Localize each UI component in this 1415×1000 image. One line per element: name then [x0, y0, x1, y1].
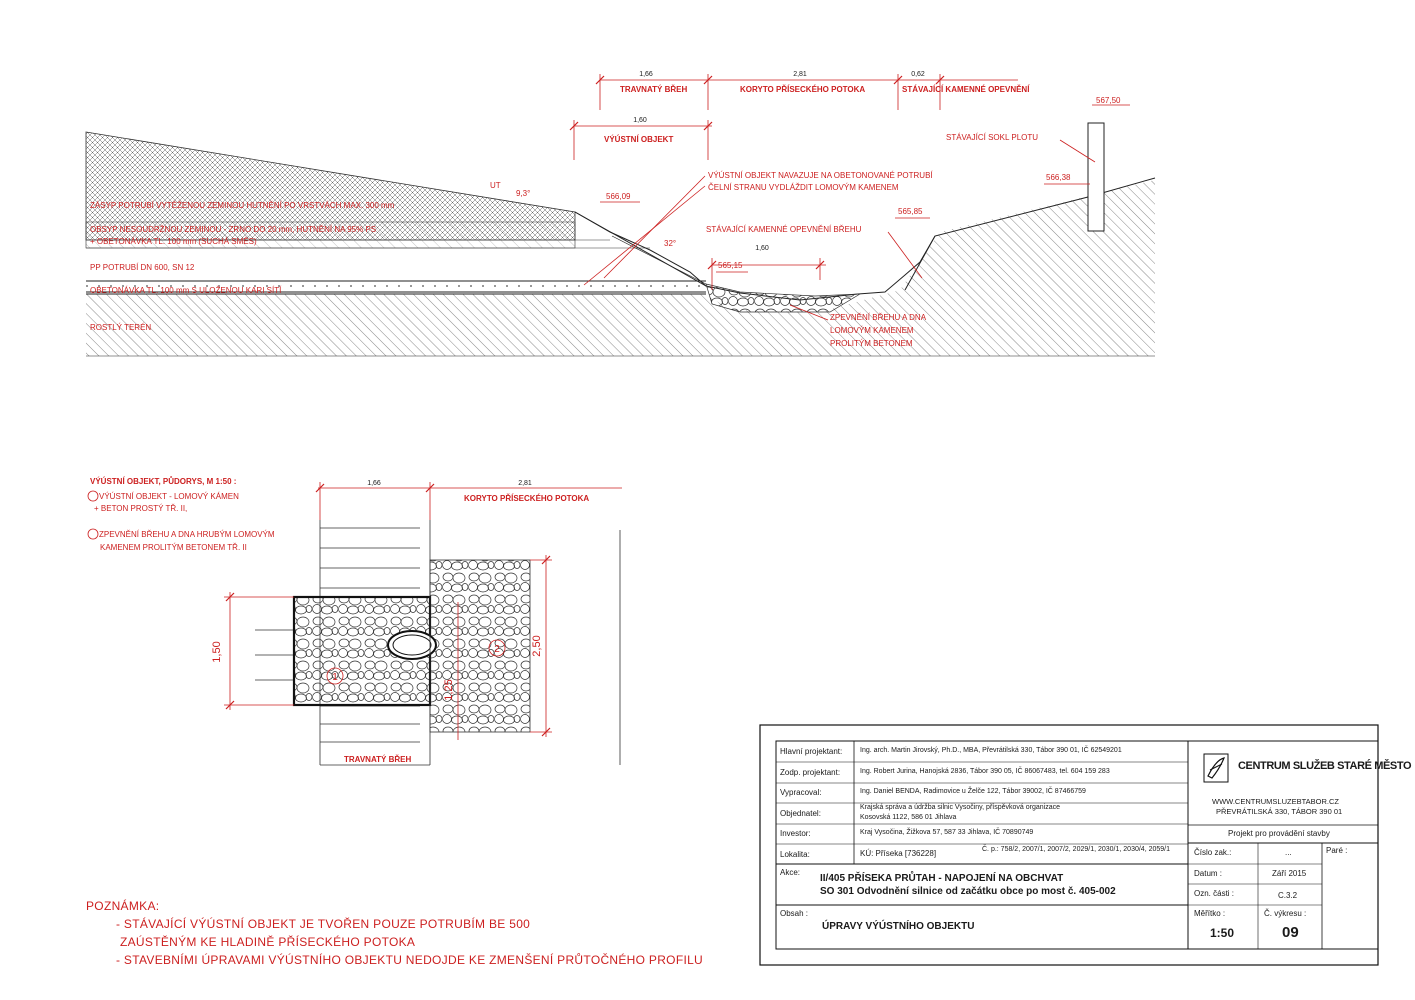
tb-row-label: Investor:: [780, 829, 811, 838]
plan-dim-150: 1,50: [211, 641, 223, 663]
tb-row-label: Hlavní projektant:: [780, 747, 843, 756]
tb-row-value2: Kosovská 1122, 586 01 Jihlava: [860, 814, 957, 821]
ozn-value: C.3.2: [1278, 891, 1298, 900]
obsah-value: ÚPRAVY VÝÚSTNÍHO OBJEKTU: [822, 921, 975, 932]
angle-32: 32°: [664, 239, 677, 248]
vykres-value: 09: [1282, 924, 1299, 941]
project-stage: Projekt pro provádění stavby: [1228, 829, 1330, 838]
dim-top-3: 0,62: [911, 71, 925, 78]
tb-row-label: Zodp. projektant:: [780, 768, 841, 777]
layer-bedding: OBSYP NESOUDRŽNOU ZEMINOU - ZRNO DO 20 mm, HUTNĚNÍ NA 95% PS: [90, 225, 377, 234]
tb-row-label: Lokalita:: [780, 850, 810, 859]
akce-line-2: SO 301 Odvodnění silnice od začátku obce po most č. 405-002: [820, 886, 1116, 897]
tb-row-value: Ing. arch. Martin Jirovský, Ph.D., MBA, Převrátilská 330, Tábor 390 01, IČ 62549201: [860, 747, 1122, 754]
note-reinf-3: PROLITÝM BETONEM: [830, 339, 913, 348]
note-line-1: - STÁVAJÍCÍ VÝÚSTNÍ OBJEKT JE TVOŘEN POUZE POTRUBÍM BE 500: [116, 917, 531, 931]
note-line-3: - STAVEBNÍMI ÚPRAVAMI VÝÚSTNÍHO OBJEKTU NEDOJDE KE ZMENŠENÍ PRŮTOČNÉHO PROFILU: [116, 953, 704, 967]
note-heading: POZNÁMKA:: [86, 899, 160, 913]
tb-row-value: KÚ: Příseka [736228]: [860, 849, 937, 858]
fence-base: [1088, 123, 1104, 231]
plan-label-bank: TRAVNATÝ BŘEH: [344, 755, 412, 764]
obsah-label: Obsah :: [780, 909, 809, 918]
ozn-label: Ozn. části :: [1194, 889, 1235, 898]
company-logo: [1204, 754, 1228, 782]
layer-backfill: ZÁSYP POTRUBÍ VYTĚŽENOU ZEMINOU HUTNĚNÍ PO VRSTVÁCH MAX. 300 mm: [90, 201, 395, 210]
tb-row-value2: Č. p.: 758/2, 2007/1, 2007/2, 2029/1, 2030/1, 2030/4, 2059/1: [982, 846, 1170, 853]
layer-encasement: + OBETONÁVKA TL. 100 mm (SUCHÁ SMĚS): [90, 237, 257, 246]
note-reinf-1: ZPEVNĚNÍ BŘEHU A DNA: [830, 313, 927, 322]
label-ut: UT: [490, 181, 501, 190]
dim-outlet: 1,60: [633, 117, 647, 124]
cislo-zak-label: Číslo zak.:: [1194, 848, 1232, 857]
angle-9-3: 9,3°: [516, 189, 531, 198]
datum-value: Září 2015: [1272, 869, 1307, 878]
cislo-zak-value: ...: [1285, 848, 1292, 857]
vykres-label: Č. výkresu :: [1264, 909, 1307, 918]
company-address: PŘEVRÁTILSKÁ 330, TÁBOR 390 01: [1216, 807, 1343, 816]
plan-dim-1: 1,66: [367, 480, 381, 487]
dim-top-2: 2,81: [793, 71, 807, 78]
general-note: [86, 897, 703, 969]
layer-pipe: PP POTRUBÍ DN 600, SN 12: [90, 263, 195, 272]
label-grass-bank: TRAVNATÝ BŘEH: [620, 85, 688, 94]
plan-item1-line2: + BETON PROSTÝ TŘ. II,: [94, 504, 188, 513]
label-channel: KORYTO PŘÍSECKÉHO POTOKA: [740, 85, 866, 94]
marker-1: 1: [332, 672, 338, 683]
note-reinf-2: LOMOVÝM KAMENEM: [830, 326, 914, 335]
datum-label: Datum :: [1194, 869, 1223, 878]
elev-566-09: 566,09: [606, 192, 631, 201]
layer-native: ROSTLÝ TERÉN: [90, 323, 152, 332]
plan-reinforcement: [430, 560, 530, 732]
elev-565-85: 565,85: [898, 207, 923, 216]
akce-label: Akce:: [780, 868, 801, 877]
plan-dim-125: 1,25: [443, 679, 455, 701]
company-name: CENTRUM SLUŽEB STARÉ MĚSTO: [1238, 760, 1412, 772]
plan-item2-line1: ZPEVNĚNÍ BŘEHU A DNA HRUBÝM LOMOVÝM: [99, 530, 275, 539]
plan-item2-line2: KAMENEM PROLITÝM BETONEM TŘ. II: [100, 543, 247, 552]
elev-565-15: 565,15: [718, 261, 743, 270]
tb-row-value: Kraj Vysočina, Žižkova 57, 587 33 Jihlava, IČ 70890749: [860, 829, 1034, 836]
label-fence-base: STÁVAJÍCÍ SOKL PLOTU: [946, 133, 1039, 142]
company-web: WWW.CENTRUMSLUZEBTABOR.CZ: [1212, 797, 1339, 806]
note-connect-2: ČELNÍ STRANU VYDLÁŽDIT LOMOVÝM KAMENEM: [708, 183, 899, 192]
elev-566-38: 566,38: [1046, 173, 1071, 182]
tb-row-label: Vypracoval:: [780, 788, 822, 797]
tb-row-value: Krajská správa a údržba silnic Vysočiny, příspěvková organizace: [860, 804, 1060, 811]
note-connect-1: VÝÚSTNÍ OBJEKT NAVAZUJE NA OBETONOVANÉ POTRUBÍ: [708, 171, 933, 180]
meritko-label: Měřítko :: [1194, 909, 1226, 918]
tb-row-label: Objednatel:: [780, 809, 821, 818]
plan-item1-line1: VÝÚSTNÍ OBJEKT - LOMOVÝ KÁMEN: [99, 492, 239, 501]
elev-567-50: 567,50: [1096, 96, 1121, 105]
note-line-2: ZAÚSTĚNÝM KE HLADINĚ PŘÍSECKÉHO POTOKA: [120, 935, 416, 949]
meritko-value: 1:50: [1210, 926, 1235, 940]
marker-2: 2: [494, 644, 500, 655]
tb-row-value: Ing. Daniel BENDA, Radimovice u Želče 122, Tábor 39002, IČ 87466759: [860, 788, 1086, 795]
plan-title: VÝÚSTNÍ OBJEKT, PŮDORYS, M 1:50 :: [90, 477, 237, 486]
tb-row-value: Ing. Robert Jurina, Hanojská 2836, Tábor 390 05, IČ 86067483, tel. 604 159 283: [860, 768, 1110, 775]
dim-top-1: 1,66: [639, 71, 653, 78]
label-existing-lining: STÁVAJÍCÍ KAMENNÉ OPEVNĚNÍ: [902, 85, 1030, 94]
note-existing-bank: STÁVAJÍCÍ KAMENNÉ OPEVNĚNÍ BŘEHU: [706, 225, 862, 234]
akce-line-1: II/405 PŘÍSEKA PRŮTAH - NAPOJENÍ NA OBCHVAT: [820, 873, 1064, 884]
stone-reinforcement: [706, 284, 860, 312]
dim-bottom: 1,60: [755, 245, 769, 252]
label-outlet: VÝÚSTNÍ OBJEKT: [604, 135, 674, 144]
layer-base: OBETONÁVKA TL. 100 mm S ULOŽENOU KARI SÍTÍ: [90, 286, 282, 295]
plan-label-channel: KORYTO PŘÍSECKÉHO POTOKA: [464, 494, 590, 503]
plan-dim-2: 2,81: [518, 480, 532, 487]
plan-dim-250: 2,50: [531, 635, 543, 657]
pare-label: Paré :: [1326, 846, 1348, 855]
